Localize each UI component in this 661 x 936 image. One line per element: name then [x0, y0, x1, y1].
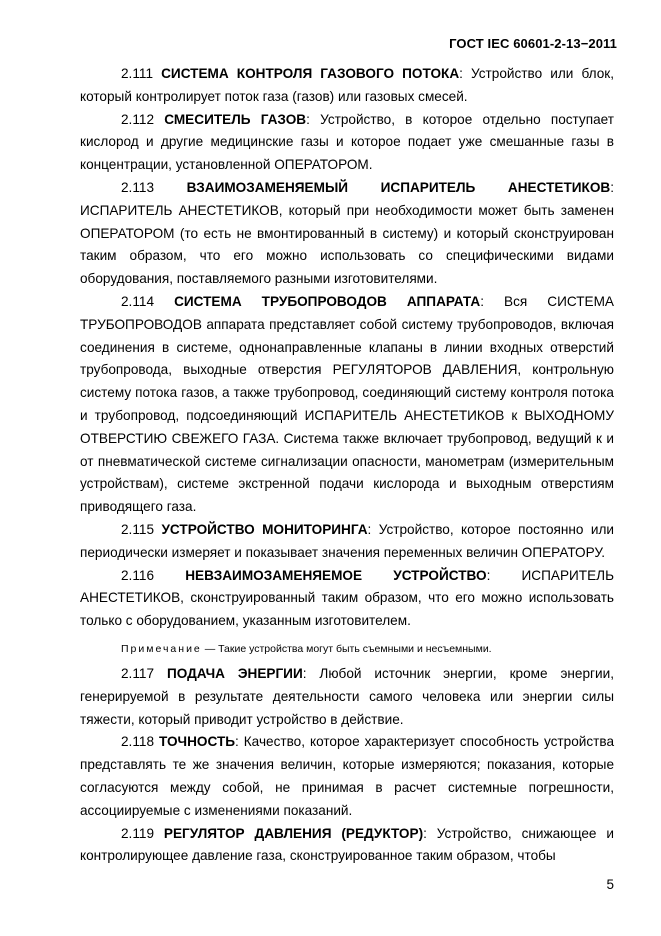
definition-2-111 [80, 63, 614, 109]
entry-term: СИСТЕМА КОНТРОЛЯ ГАЗОВОГО ПОТОКА [161, 66, 460, 81]
definition-2-118 [80, 731, 614, 822]
entry-definition: : Устройство, в которое отдельно поступает кислород и другие медицинские газы и которое подает уже смешанные газы в концентрации, установленной ОПЕРАТОРОМ. [80, 111, 614, 173]
entry-number: 2.119 [121, 825, 155, 841]
entry-number: 2.113 [121, 179, 155, 195]
entry-number: 2.118 [121, 734, 155, 750]
entry-number: 2.116 [121, 567, 155, 583]
note-label: Примечание [121, 642, 202, 655]
entry-number: 2.114 [121, 293, 155, 309]
entry-term: УСТРОЙСТВО МОНИТОРИНГА [161, 521, 368, 537]
entry-term: НЕВЗАИМОЗАМЕНЯЕМОЕ УСТРОЙСТВО [185, 567, 487, 583]
definition-2-117 [80, 663, 614, 731]
entry-term: РЕГУЛЯТОР ДАВЛЕНИЯ (РЕДУКТОР) [163, 825, 424, 841]
entry-term: ТОЧНОСТЬ [158, 734, 236, 750]
entry-definition: : Устройство или блок, который контролирует поток газа (газов) или газовых смесей. [80, 66, 614, 104]
entry-definition: : Устройство, которое постоянно или периодически измеряет и показывает значения переменных величин ОПЕРАТОРУ. [80, 521, 614, 560]
entry-term: ПОДАЧА ЭНЕРГИИ [166, 665, 303, 681]
entry-term: ВЗАИМОЗАМЕНЯЕМЫЙ ИСПАРИТЕЛЬ АНЕСТЕТИКОВ [186, 179, 611, 195]
definition-2-112 [80, 109, 614, 177]
entry-definition: : Любой источник энергии, кроме энергии, генерируемой в результате деятельности самого человека или энергии силы тяжести, который приводит устройство в действие. [80, 665, 614, 727]
definition-2-116 [80, 565, 614, 633]
definition-2-119 [80, 823, 614, 869]
entry-number: 2.112 [121, 111, 155, 127]
entry-number: 2.117 [121, 665, 155, 681]
entry-term: СИСТЕМА ТРУБОПРОВОДОВ АППАРАТА [174, 293, 481, 309]
definition-2-115 [80, 519, 614, 565]
entry-definition: : Качество, которое характеризует способность устройства представлять те же значения величин, которые измеряются; показания, которые согласуются между собой, не принимая в расчет системные погрешности, ассоциируемые с изменениями показаний. [80, 734, 615, 818]
entry-definition: : Вся СИСТЕМА ТРУБОПРОВОДОВ аппарата представляет собой систему трубопроводов, включая соединения в системе, однонаправленные клапаны в линии входных отверстий трубопровода, выходные отверстия РЕГУЛЯТОРОВ ДАВЛЕНИЯ, контрольную систему потока газов, а также трубопровод, соединяющий систему контроля потока и трубопровод, подсоединяющий ИСПАРИТЕЛЬ АНЕСТЕТИКОВ к ВЫХОДНОМУ ОТВЕРСТИЮ СВЕЖЕГО ГАЗА. Система также включает трубопровод, ведущий к и от пневматической системе сигнализации опасности, манометрам (измерительным устройствам), системе экстренной подачи кислорода и выходным отверстиям приводящего газа. [80, 293, 614, 515]
document-body [80, 63, 614, 868]
document-header: ГОСТ IEC 60601-2-13−2011 [449, 36, 617, 51]
entry-definition: : ИСПАРИТЕЛЬ АНЕСТЕТИКОВ, который при необходимости может быть заменен ОПЕРАТОРОМ (то есть не вмонтированный в систему) и который сконструирован таким образом, что его можно использовать со специфическими видами оборудования, поставляемого разными изготовителями. [80, 179, 614, 287]
entry-definition: : ИСПАРИТЕЛЬ АНЕСТЕТИКОВ, сконструированный таким образом, что его можно использовать только с оборудованием, указанным изготовителем. [80, 567, 614, 629]
note [80, 641, 614, 657]
entry-number: 2.111 [121, 66, 153, 81]
entry-definition: : Устройство, снижающее и контролирующее давление газа, сконструированное таким образом, чтобы [80, 825, 614, 864]
note-text: — Такие устройства могут быть съемными и несъемными. [201, 642, 492, 655]
entry-term: СМЕСИТЕЛЬ ГАЗОВ [164, 111, 307, 127]
entry-number: 2.115 [121, 521, 155, 537]
page-number: 5 [606, 877, 614, 892]
definition-2-113 [80, 177, 614, 291]
definition-2-114 [80, 291, 614, 519]
